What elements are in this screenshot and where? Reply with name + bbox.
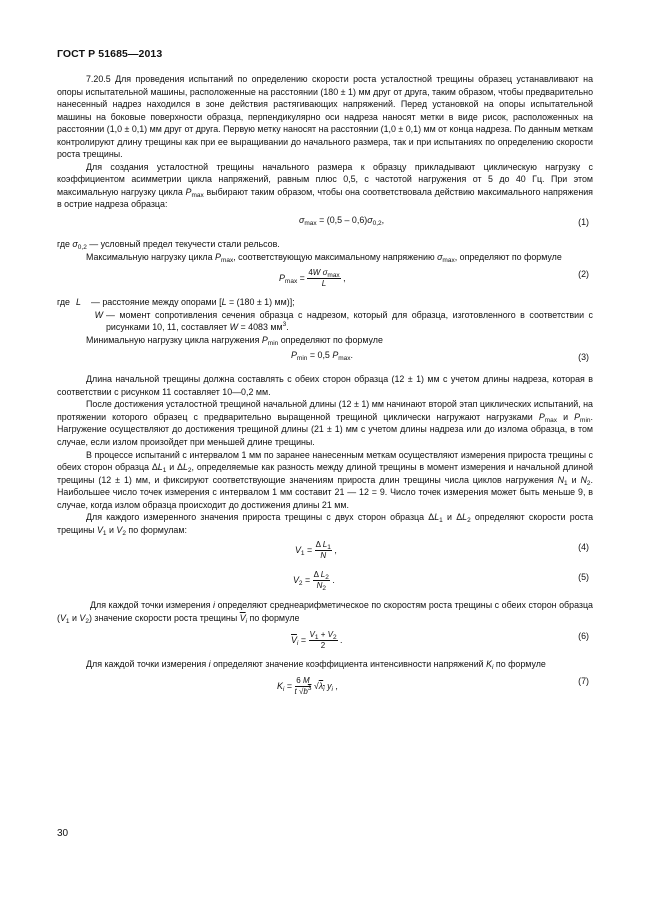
equation-1: $\sigma_{max} = (0,5 - 0,6)\sigma_{0,2}$, (1): [299, 215, 589, 228]
equation-5: $V_2$ = $\frac{\Delta L_2}{N_2}$ . (5): [293, 570, 589, 593]
paragraph-max-load: Максимальную нагрузку цикла $P_{max}$, соответствующую максимальному напряжению $\sigma_{max}$, определяют по формуле: [86, 251, 562, 264]
equation-2: $P_{max}$ = $\frac{4W \sigma_{max}}{L}$ , (2): [279, 268, 589, 289]
equation-4: $V_1$ = $\frac{\Delta L_1}{N}$ , (4): [295, 540, 589, 561]
paragraph-second-stage: После достижения усталостной трещиной начальной длины (12 ± 1) мм начинают второй этап циклических испытаний, на протяжении которого образец с предварительно выращенной трещиной циклически нагружают нагрузками $P_{max}$ и $P_{min}$. Нагружение осуществляют до достижения трещиной длины (21 ± 1) мм с учетом длины надреза или до излома образца, в том случае, если излом произойдет при меньшей длине трещины.: [57, 399, 593, 448]
where-list-L: где L — расстояние между опорами [L = (180 ± 1) мм)];: [57, 297, 295, 308]
where-list-W: W — момент сопротивления сечения образца с надрезом, который для образца, изготовленного в соответствии с рисунками 10, 11, составляет W = 4083 $мм^3$.: [94, 309, 593, 333]
paragraph-growth-rate: Для каждого измеренного значения прироста трещины с двух сторон образца $\Delta L_1$ и $\Delta L_2$ определяют скорости роста трещины $V_1$ и $V_2$ по формулам:: [57, 512, 594, 537]
equation-number: (7): [578, 676, 589, 687]
where-sigma: где $\sigma_{0,2}$ — условный предел текучести стали рельсов.: [57, 239, 280, 252]
paragraph-initial-crack: Длина начальной трещины должна составлять с обеих сторон образца (12 ± 1) мм с учетом длины надреза, которая в соответствии с рисунком 11 составляет 10—0,2 мм.: [57, 374, 593, 397]
paragraph-mean-rate: Для каждой точки измерения i определяют среднеарифметическое по скоростям роста трещины с обеих сторон образца ($V_1$ и $V_2$) значение скорости роста трещины $\overline{V}_i$ по формуле: [57, 600, 593, 625]
equation-6: $\overline{V}_i$ = $\frac{V_1 + V_2}{2}$ . (6): [291, 629, 589, 650]
standard-header: ГОСТ Р 51685—2013: [57, 48, 163, 60]
paragraph-min-load: Минимальную нагрузку цикла нагружения $P_{min}$ определяют по формуле: [86, 334, 383, 347]
equation-3: $P_{min} = 0,5$ $P_{max}$. (3): [291, 350, 589, 363]
document-body: [57, 73, 593, 707]
paragraph-measurement: В процессе испытаний с интервалом 1 мм по заранее нанесенным меткам осуществляют измерения прироста трещины с обеих сторон образца $\Delta L_1$ и $\Delta L_2$, определяемые как разность между длиной трещины в момент измерения и начальной длиной трещины (12 ± 1) мм, и фиксируют соответствующие значениям прироста длин трещины числа циклов нагружения $N_1$ и $N_2$. Наибольшее число точек измерения с интервалом 1 мм составит 21 — 12 = 9. Число точек измерения может быть меньше 9, в случае, когда излом образца происходит до достижения длины 21 мм.: [57, 449, 593, 510]
equation-7: $K_i$ = $\frac{6 M}{t √b^3}$ $√\lambda_i$ $y_i$ , (7): [277, 676, 589, 697]
equation-number: (3): [578, 352, 589, 363]
equation-number: (4): [578, 542, 589, 553]
paragraph-stress-intensity: Для каждой точки измерения i определяют значение коэффициента интенсивности напряжений $K_i$ по формуле: [86, 658, 546, 671]
equation-number: (6): [578, 630, 589, 641]
paragraph-7-20-5: 7.20.5 Для проведения испытаний по определению скорости роста усталостной трещины образец устанавливают на опоры испытательной машины, расположенные на расстоянии (180 ± 1) мм друг от друга, таким образом, чтобы предварительно нанесенный надрез находился в зоне действия растягивающих напряжений. Перед установкой на опоры испытательной машины на боковые поверхности образца, перпендикулярно оси надреза наносят метки в виде рисок, расположенных на расстоянии (1,0 ± 0,1) мм друг от друга. Первую метку наносят на расстоянии (1,0 ± 0,1) мм от конца надреза. По данным меткам контролируют длину трещины как при ее выращивании до начального размера, так и при испытаниях по определению скорости роста трещины.: [57, 74, 593, 160]
equation-number: (5): [578, 572, 589, 583]
equation-number: (2): [578, 269, 589, 280]
equation-number: (1): [578, 217, 589, 228]
page-number: 30: [57, 828, 69, 839]
paragraph-crack-creation: Для создания усталостной трещины начального размера к образцу прикладывают циклическую нагрузку с коэффициентом асимметрии цикла напряжений, равным плюс 0,5, с частотой нагружения от 5 до 40 Гц. При этом максимальную нагрузку цикла $P_{max}$ выбирают таким образом, чтобы она соответствовала действию максимального напряжения в острие надреза образца:: [57, 161, 593, 210]
